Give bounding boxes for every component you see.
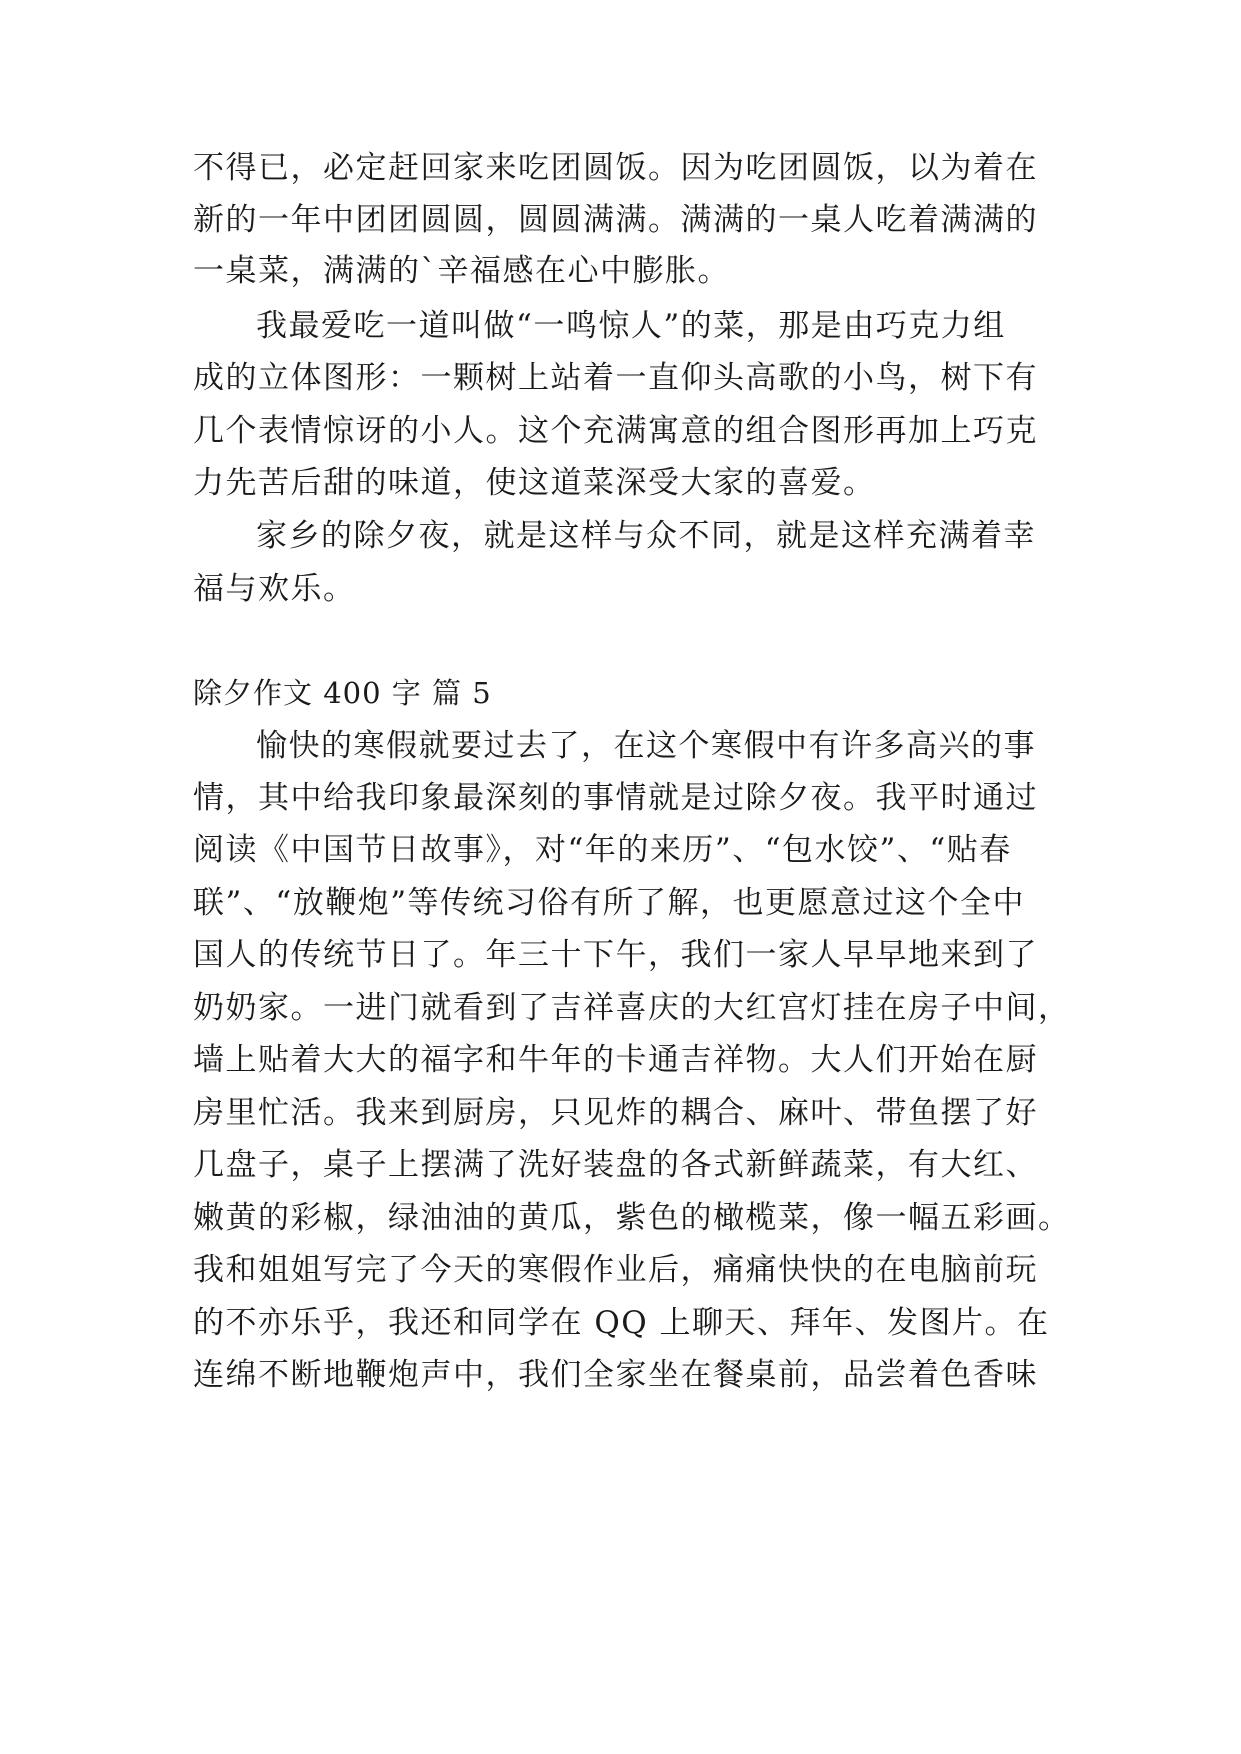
paragraph-line: 力先苦后甜的味道，使这道菜深受大家的喜爱。 <box>193 465 876 501</box>
paragraph-line: 成的立体图形：一颗树上站着一直仰头高歌的小鸟，树下有 <box>193 360 1038 396</box>
section-heading: 除夕作文 400 字 篇 5 <box>193 676 492 710</box>
paragraph-line: 的不亦乐乎，我还和同学在 QQ 上聊天、拜年、发图片。在 <box>193 1305 1050 1341</box>
paragraph-line: 嫩黄的彩椒，绿油油的黄瓜，紫色的橄榄菜，像一幅五彩画。 <box>193 1200 1071 1236</box>
paragraph-line: 阅读《中国节日故事》，对“年的来历”、“包水饺”、“贴春 <box>193 832 1012 868</box>
paragraph-line: 房里忙活。我来到厨房，只见炸的耦合、麻叶、带鱼摆了好 <box>193 1095 1038 1131</box>
paragraph-line: 新的一年中团团圆圆，圆圆满满。满满的一桌人吃着满满的 <box>193 202 1038 238</box>
paragraph-line: 我和姐姐写完了今天的寒假作业后，痛痛快快的在电脑前玩 <box>193 1252 1038 1288</box>
paragraph-line: 愉快的寒假就要过去了，在这个寒假中有许多高兴的事 <box>256 728 1036 764</box>
paragraph-line: 国人的传统节日了。年三十下午，我们一家人早早地来到了 <box>193 937 1038 973</box>
paragraph-line: 不得已，必定赶回家来吃团圆饭。因为吃团圆饭，以为着在 <box>193 150 1038 186</box>
paragraph-line: 联”、“放鞭炮”等传统习俗有所了解，也更愿意过这个全中 <box>193 885 1026 921</box>
paragraph-line: 墙上贴着大大的福字和牛年的卡通吉祥物。大人们开始在厨 <box>193 1042 1038 1078</box>
paragraph-line: 一桌菜，满满的`辛福感在心中膨胀。 <box>193 253 730 289</box>
paragraph-line: 连绵不断地鞭炮声中，我们全家坐在餐桌前，品尝着色香味 <box>193 1357 1038 1393</box>
paragraph-line: 福与欢乐。 <box>193 571 356 607</box>
paragraph-line: 几盘子，桌子上摆满了洗好装盘的各式新鲜蔬菜，有大红、 <box>193 1147 1038 1183</box>
paragraph-line: 奶奶家。一进门就看到了吉祥喜庆的大红宫灯挂在房子中间， <box>193 990 1071 1026</box>
paragraph-line: 几个表情惊讶的小人。这个充满寓意的组合图形再加上巧克 <box>193 413 1038 449</box>
paragraph-line: 家乡的除夕夜，就是这样与众不同，就是这样充满着幸 <box>256 518 1036 554</box>
paragraph-line: 我最爱吃一道叫做“一鸣惊人”的菜，那是由巧克力组 <box>256 308 1006 344</box>
paragraph-line: 情，其中给我印象最深刻的事情就是过除夕夜。我平时通过 <box>193 780 1038 816</box>
